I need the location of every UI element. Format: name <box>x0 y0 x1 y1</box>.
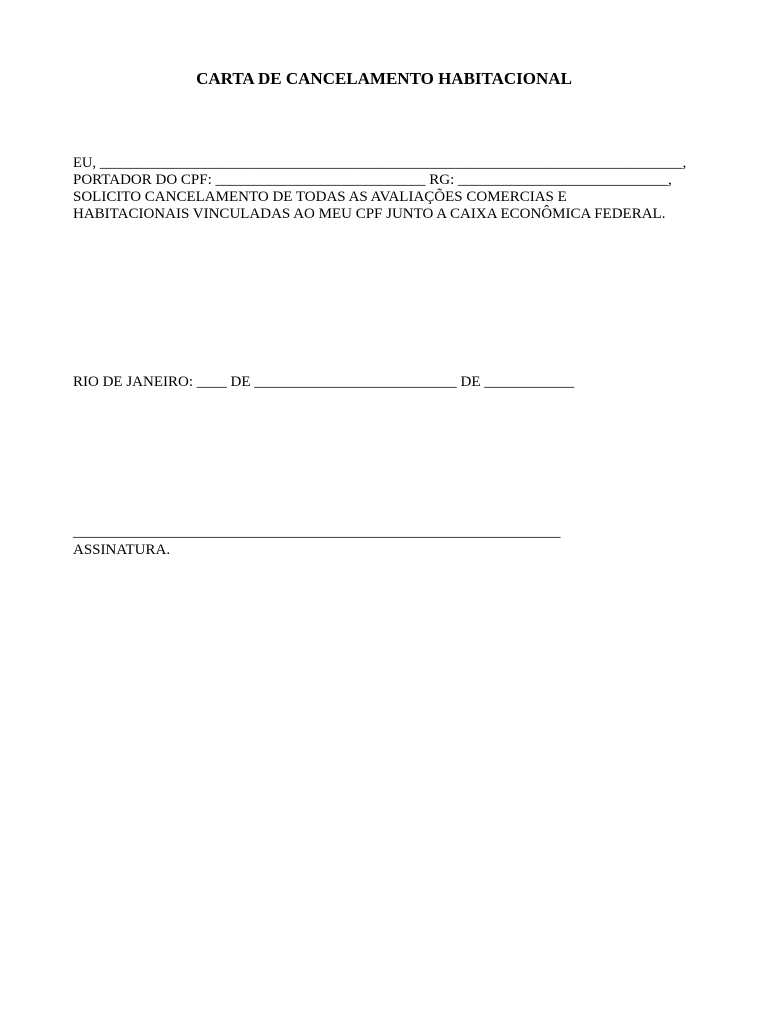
document-title: CARTA DE CANCELAMENTO HABITACIONAL <box>196 69 572 88</box>
request-line-1: SOLICITO CANCELAMENTO DE TODAS AS AVALIAÇÕES COMERCIAS E <box>73 189 567 205</box>
request-line-2: HABITACIONAIS VINCULADAS AO MEU CPF JUNTO A CAIXA ECONÔMICA FEDERAL. <box>73 206 666 222</box>
date-line: RIO DE JANEIRO: ____ DE ___________________________ DE ____________ <box>73 374 575 390</box>
name-line: EU, ________________________________________________________________________________, <box>73 155 687 171</box>
signature-line: _________________________________________________________________ <box>73 524 561 540</box>
signature-label: ASSINATURA. <box>73 542 171 558</box>
cpf-rg-line: PORTADOR DO CPF: ____________________________ RG: ____________________________, <box>73 172 672 188</box>
